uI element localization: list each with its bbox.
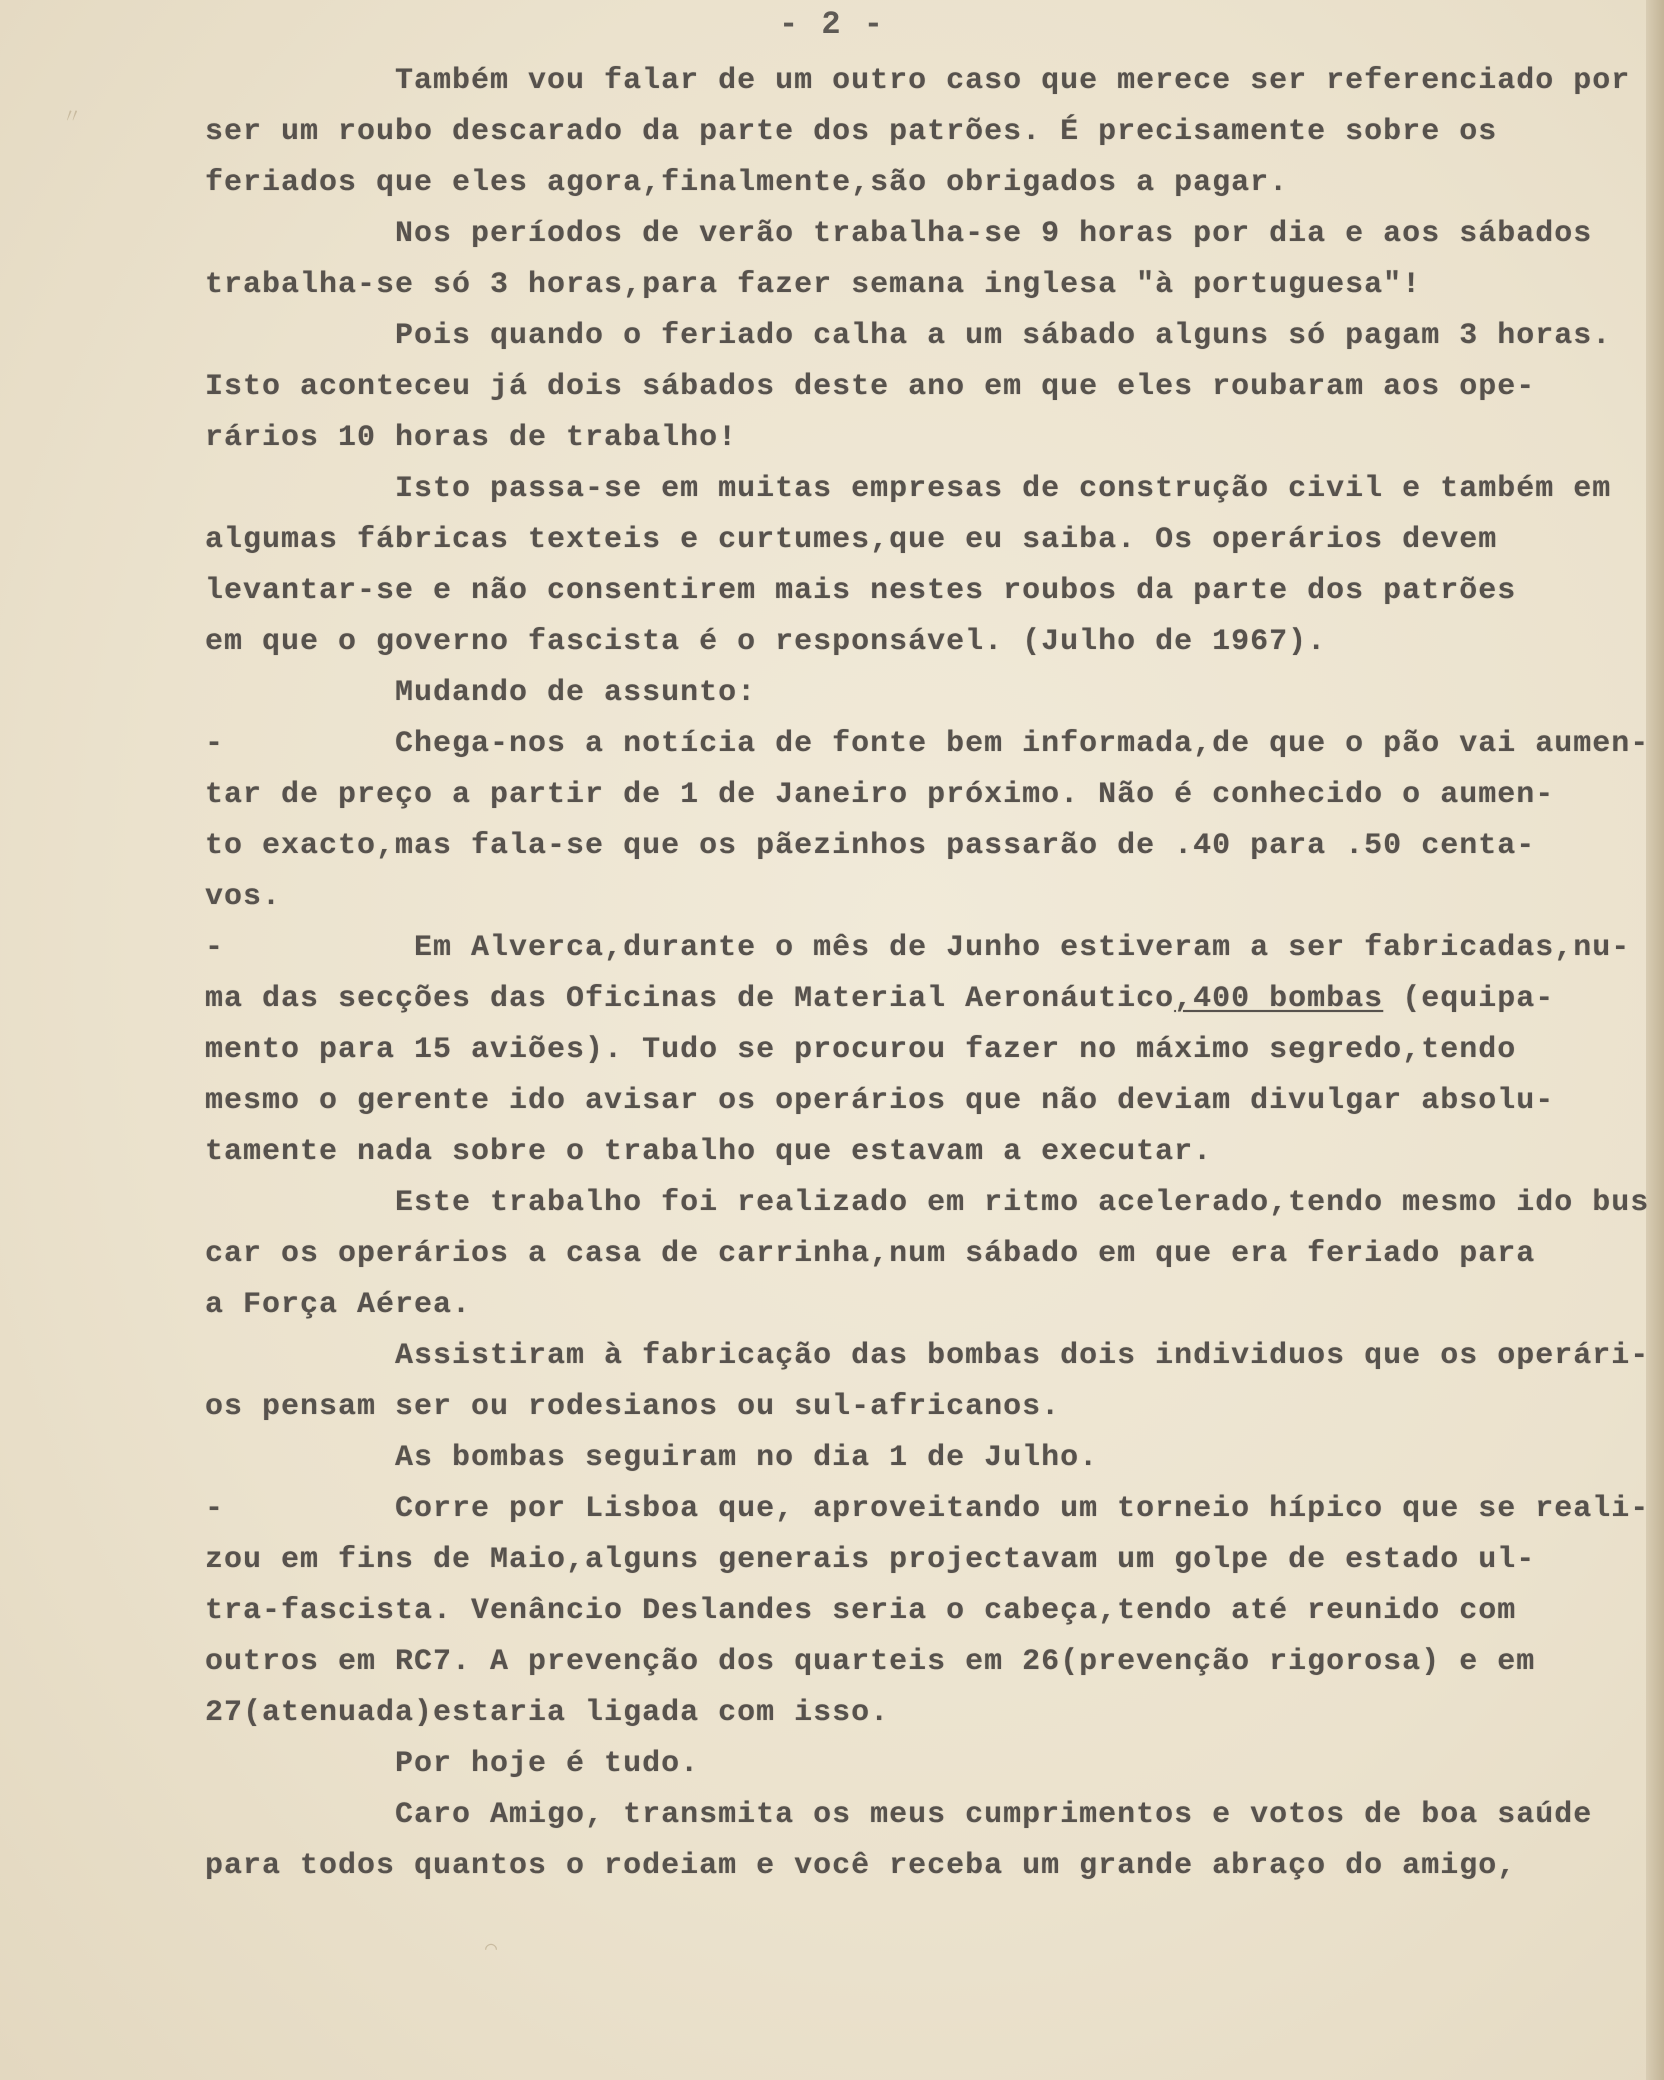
text-line [205,821,1645,872]
letter-body [205,56,1650,1892]
text-line [205,1433,1645,1484]
text-line [205,1637,1645,1688]
line-text: Caro Amigo, transmita os meus cumprimentos e votos de boa saúde [205,1798,1593,1832]
line-text: os pensam ser ou rodesianos ou sul-africanos. [205,1390,1061,1424]
text-line [205,260,1645,311]
text-line [205,515,1645,566]
text-line [205,1382,1645,1433]
line-text: ser um roubo descarado da parte dos patrões. É precisamente sobre os [205,115,1498,149]
line-text: 27(atenuada)estaria ligada com isso. [205,1696,890,1730]
text-line [205,311,1645,362]
text-line [205,1841,1645,1892]
line-text: Isto aconteceu já dois sábados deste ano em que eles roubaram aos ope- [205,370,1536,404]
line-text: Por hoje é tudo. [205,1747,700,1781]
text-line [205,668,1645,719]
text-line [205,1586,1645,1637]
text-line [205,974,1645,1025]
line-text: trabalha-se só 3 horas,para fazer semana inglesa "à portuguesa"! [205,268,1422,302]
text-line [205,1535,1645,1586]
text-line [205,1688,1645,1739]
text-line [205,872,1645,923]
line-text: (equipa- [1383,982,1555,1016]
text-line [205,413,1645,464]
text-line [205,1127,1645,1178]
text-line [205,158,1645,209]
text-line [205,1790,1645,1841]
line-text: outros em RC7. A prevenção dos quarteis em 26(prevenção rigorosa) e em [205,1645,1536,1679]
page-number: - 2 - [778,6,885,43]
text-line [205,1280,1645,1331]
line-text: tamente nada sobre o trabalho que estavam a executar. [205,1135,1213,1169]
text-line [205,1331,1650,1382]
text-line [205,770,1645,821]
line-text: zou em fins de Maio,alguns generais projectavam um golpe de estado ul- [205,1543,1536,1577]
text-line [205,1739,1645,1790]
text-line [205,209,1645,260]
line-text: Nos períodos de verão trabalha-se 9 horas por dia e aos sábados [205,217,1593,251]
line-text: ma das secções das Oficinas de Material Aeronáutico [205,982,1175,1016]
line-text: mesmo o gerente ido avisar os operários que não deviam divulgar absolu- [205,1084,1555,1118]
line-text: vos. [205,880,282,914]
line-text: algumas fábricas texteis e curtumes,que eu saiba. Os operários devem [205,523,1498,557]
line-text: - Corre por Lisboa que, aproveitando um torneio hípico que se reali- [205,1492,1650,1526]
line-text: - Chega-nos a notícia de fonte bem informada,de que o pão vai aumen- [205,727,1650,761]
text-line [205,56,1645,107]
line-text: to exacto,mas fala-se que os pãezinhos passarão de .40 para .50 centa- [205,829,1536,863]
line-text: Também vou falar de um outro caso que merece ser referenciado por [205,64,1631,98]
line-text: Mudando de assunto: [205,676,757,710]
line-text: levantar-se e não consentirem mais nestes roubos da parte dos patrões [205,574,1517,608]
line-text: Assistiram à fabricação das bombas dois individuos que os operári- [205,1339,1650,1373]
text-line [205,1229,1645,1280]
line-text: car os operários a casa de carrinha,num sábado em que era feriado para [205,1237,1536,1271]
line-text: tar de preço a partir de 1 de Janeiro próximo. Não é conhecido o aumen- [205,778,1555,812]
line-text: mento para 15 aviões). Tudo se procurou fazer no máximo segredo,tendo [205,1033,1517,1067]
line-text: feriados que eles agora,finalmente,são obrigados a pagar. [205,166,1289,200]
text-line [205,566,1645,617]
line-text: - Em Alverca,durante o mês de Junho estiveram a ser fabricadas,nu- [205,931,1631,965]
line-text: para todos quantos o rodeiam e você receba um grande abraço do amigo, [205,1849,1517,1883]
underlined-text: ,400 bombas [1174,982,1384,1016]
text-line [205,107,1645,158]
text-line [205,923,1645,974]
line-text: tra-fascista. Venâncio Deslandes seria o cabeça,tendo até reunido com [205,1594,1517,1628]
paper-blemish: ⌒ [485,1938,498,1961]
line-text: Pois quando o feriado calha a um sábado alguns só pagam 3 horas. [205,319,1612,353]
line-text: Este trabalho foi realizado em ritmo acelerado,tendo mesmo ido bus [205,1186,1650,1220]
text-line [205,617,1645,668]
line-text: As bombas seguiram no dia 1 de Julho. [205,1441,1099,1475]
pencil-mark: 〃 [62,107,82,130]
line-text: rários 10 horas de trabalho! [205,421,738,455]
text-line [205,464,1645,515]
paper-edge [1646,0,1664,2080]
text-line [205,1025,1645,1076]
text-line [205,1178,1650,1229]
line-text: Isto passa-se em muitas empresas de construção civil e também em [205,472,1612,506]
line-text: a Força Aérea. [205,1288,472,1322]
text-line [205,719,1650,770]
text-line [205,1076,1645,1127]
text-line [205,362,1645,413]
line-text: em que o governo fascista é o responsável. (Julho de 1967). [205,625,1327,659]
text-line [205,1484,1650,1535]
